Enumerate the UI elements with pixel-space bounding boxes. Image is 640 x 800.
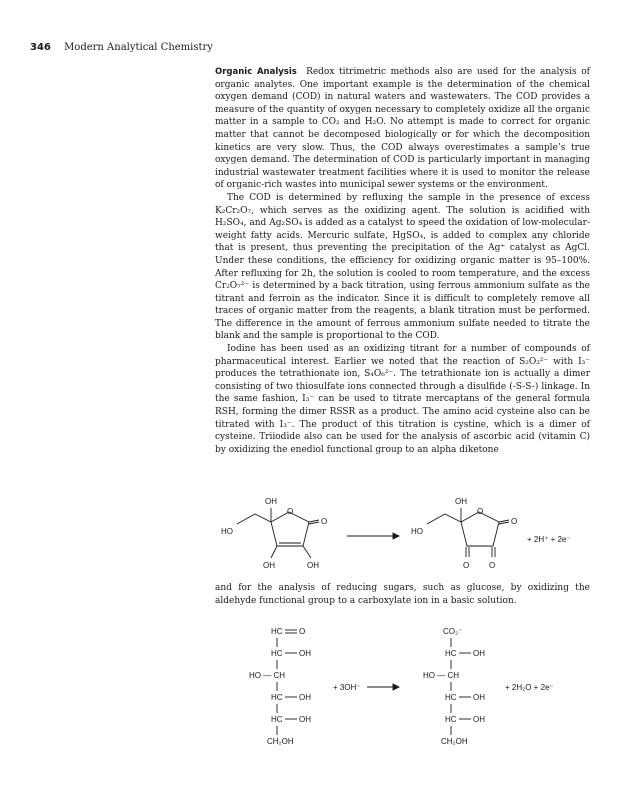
gluconate-carboxylate: CO₂⁻ xyxy=(443,627,463,636)
gluconate-c2-oh: OH xyxy=(473,649,485,658)
figure1-side-products: + 2H⁺ + 2e⁻ xyxy=(527,535,571,544)
glucose-c4: HC xyxy=(271,693,283,702)
figure2-reagent: + 3OH⁻ xyxy=(333,683,361,692)
gluconate-c4: HC xyxy=(445,693,457,702)
body-text xyxy=(215,66,590,456)
product-ho-left: HO xyxy=(411,527,423,536)
product-o-bottom-left: O xyxy=(463,561,470,570)
paragraph-4: and for the analysis of reducing sugars, such as glucose, by oxidizing the aldehyde functional group to a carboxylate ion in a basic solution. xyxy=(215,583,590,606)
reactant-ho-left: HO xyxy=(221,527,233,536)
glucose-c2-oh: OH xyxy=(299,649,311,658)
page-number: 346 xyxy=(30,42,51,53)
paragraph-3: Iodine has been used as an oxidizing titrant for a number of compounds of pharmaceutical interest. Earlier we noted that the reaction of S₂O₃²⁻ with I₃⁻ produces the tetrathionate ion, S₄O₆²⁻. The tetrathionate ion is actually a dimer consisting of two thiosulfate ions connected through a disulfide (-S-S-) linkage. In the same fashion, I₃⁻ can be used to titrate mercaptans of the general formula RSH, forming the dimer RSSR as a product. The amino acid cysteine also can be titrated with I₃⁻. The product of this titration is cystine, which is a dimer of cysteine. Triiodide also can be used for the analysis of ascorbic acid (vitamin C) by oxidizing the enediol functional group to an alpha diketone xyxy=(215,344,590,455)
glucose-c2: HC xyxy=(271,649,283,658)
dehydroascorbic-acid-structure xyxy=(411,497,517,570)
glucose-c1: HC xyxy=(271,627,283,636)
glucose-aldehyde-o: O xyxy=(299,627,306,636)
running-title: Modern Analytical Chemistry xyxy=(64,42,213,53)
reactant-carbonyl-o: O xyxy=(321,517,328,526)
glucose-c5-oh: OH xyxy=(299,715,311,724)
product-carbonyl-o: O xyxy=(511,517,518,526)
gluconate-c4-oh: OH xyxy=(473,693,485,702)
product-ring-o: O xyxy=(477,507,484,516)
reaction-arrow-2 xyxy=(367,684,399,690)
glucose-c4-oh: OH xyxy=(299,693,311,702)
figure2-side-products: + 2H₂O + 2e⁻ xyxy=(505,683,554,692)
running-header xyxy=(30,42,213,53)
glucose-c3: HO — CH xyxy=(249,671,285,680)
gluconate-structure xyxy=(423,627,485,746)
gluconate-c5: HC xyxy=(445,715,457,724)
gluconate-c6: CH₂OH xyxy=(441,737,468,746)
gluconate-c2: HC xyxy=(445,649,457,658)
gluconate-c5-oh: OH xyxy=(473,715,485,724)
paragraph-1-text: Redox titrimetric methods also are used for the analysis of organic analytes. One important example is the determination of the chemical oxygen demand (COD) in natural waters and wastewaters. The COD provides a measure of the quantity of oxygen necessary to completely oxidize all the organic matter in a sample to CO₂ and H₂O. No attempt is made to correct for organic matter that cannot be decomposed biologically or for which the decomposition kinetics are very slow. Thus, the COD always overestimates a sample’s true oxygen demand. The determination of COD is particularly important in managing industrial wastewater treatment facilities where it is used to monitor the release of organic-rich wastes into municipal sewer systems or the environment. xyxy=(215,67,590,191)
product-oh-top: OH xyxy=(455,497,467,506)
reaction-arrow xyxy=(347,533,399,539)
reactant-oh-bottom-right: OH xyxy=(307,561,319,570)
glucose-structure xyxy=(249,627,311,746)
reactant-oh-top: OH xyxy=(265,497,277,506)
product-o-bottom-right: O xyxy=(489,561,496,570)
ascorbic-acid-reaction-figure xyxy=(215,490,605,580)
glucose-c5: HC xyxy=(271,715,283,724)
ascorbic-acid-structure xyxy=(221,497,327,570)
body-text-continued xyxy=(215,582,590,607)
reactant-oh-bottom-left: OH xyxy=(263,561,275,570)
reactant-ring-o: O xyxy=(287,507,294,516)
glucose-c6: CH₂OH xyxy=(267,737,294,746)
gluconate-c3: HO — CH xyxy=(423,671,459,680)
glucose-oxidation-figure xyxy=(215,618,605,758)
paragraph-1 xyxy=(215,66,590,192)
paragraph-2: The COD is determined by refluxing the sample in the presence of excess K₂Cr₂O₇, which serves as the oxidizing agent. The solution is acidified with H₂SO₄, and Ag₂SO₄ is added as a catalyst to speed the oxidation of low-molecular-weight fatty acids. Mercuric sulfate, HgSO₄, is added to complex any chloride that is present, thus preventing the precipitation of the Ag⁺ catalyst as AgCl. Under these conditions, the efficiency for oxidizing organic matter is 95–100%. After refluxing for 2h, the solution is cooled to room temperature, and the excess Cr₂O₇²⁻ is determined by a back titration, using ferrous ammonium sulfate as the titrant and ferroin as the indicator. Since it is difficult to completely remove all traces of organic matter from the reagents, a blank titration must be performed. The difference in the amount of ferrous ammonium sulfate needed to titrate the blank and the sample is proportional to the COD. xyxy=(215,192,590,342)
section-heading: Organic Analysis xyxy=(215,67,297,77)
